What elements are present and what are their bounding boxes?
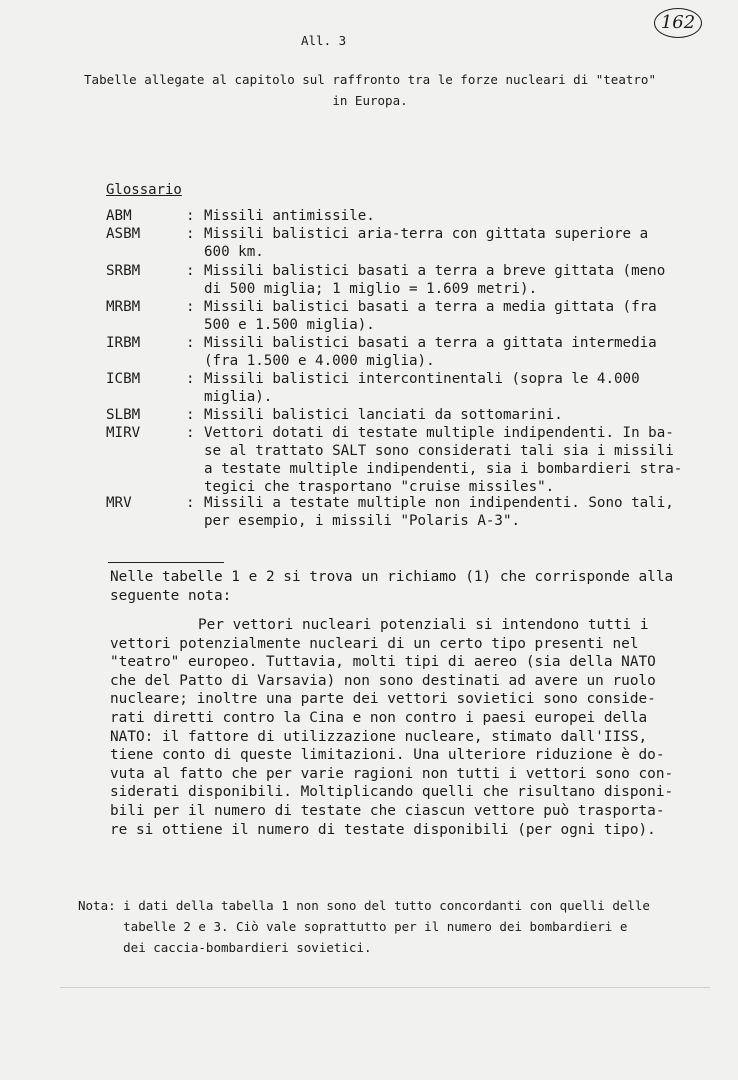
- glossary-definition: [204, 424, 704, 496]
- attachment-label: All. 3: [301, 33, 347, 48]
- definition-line: Missili a testate multiple non indipendenti. Sono tali,: [204, 495, 674, 511]
- glossary-abbr: IRBM: [106, 335, 141, 351]
- note-line: tabelle 2 e 3. Ciò vale soprattutto per il numero dei bombardieri e: [78, 919, 628, 934]
- paragraph-line: "teatro" europeo. Tuttavia, molti tipi di aereo (sia della NATO: [110, 654, 656, 671]
- glossary-abbr: MRBM: [106, 299, 141, 315]
- page-bottom-rule: [60, 987, 710, 988]
- glossary-definition: [204, 494, 704, 530]
- definition-line: 600 km.: [204, 244, 264, 260]
- paragraph-line: re si ottiene il numero di testate disponibili (per ogni tipo).: [110, 821, 656, 838]
- glossary-definition: [204, 406, 704, 424]
- glossary-definition: [204, 207, 704, 225]
- definition-line: Missili balistici basati a terra a gittata intermedia: [204, 335, 657, 351]
- paragraph-line: seguente nota:: [110, 587, 232, 604]
- glossary-abbr: MRV: [106, 495, 132, 511]
- definition-line: Missili balistici intercontinentali (sopra le 4.000: [204, 371, 640, 387]
- glossary-definition: [204, 298, 704, 334]
- definition-line: miglia).: [204, 389, 273, 405]
- paragraph-line: che del Patto di Varsavia) non sono destinati ad avere un ruolo: [110, 672, 656, 689]
- paragraph-line: siderati disponibili. Moltiplicando quelli che risultano disponi-: [110, 784, 674, 801]
- paragraph-line: Nelle tabelle 1 e 2 si trova un richiamo (1) che corrisponde alla: [110, 569, 674, 585]
- paragraph-line: Per vettori nucleari potenziali si intendono tutti i: [198, 617, 649, 633]
- paragraph-line: vuta al fatto che per varie ragioni non tutti i vettori sono con-: [110, 765, 674, 782]
- page-title-line-2: in Europa.: [332, 93, 408, 108]
- glossary-colon: :: [186, 371, 195, 387]
- bottom-note: [78, 895, 650, 958]
- glossary-title: Glossario: [106, 182, 182, 198]
- intro-paragraph: [110, 568, 673, 605]
- definition-line: Missili balistici basati a terra a media gittata (fra: [204, 299, 657, 315]
- footnote-paragraph: [110, 616, 673, 839]
- glossary-colon: :: [186, 226, 195, 242]
- paragraph-line: tiene conto di queste limitazioni. Una ulteriore riduzione è do-: [110, 747, 665, 764]
- definition-line: per esempio, i missili "Polaris A-3".: [204, 513, 521, 529]
- page-number: 162: [654, 8, 702, 38]
- paragraph-line: nucleare; inoltre una parte dei vettori sovietici sono conside-: [110, 691, 656, 708]
- definition-line: di 500 miglia; 1 miglio = 1.609 metri).: [204, 281, 538, 297]
- glossary-colon: :: [186, 299, 195, 315]
- definition-line: Missili antimissile.: [204, 208, 375, 224]
- glossary-colon: :: [186, 263, 195, 279]
- paragraph-line: rati diretti contro la Cina e non contro i paesi europei della: [110, 709, 648, 726]
- glossary-abbr: ABM: [106, 208, 132, 224]
- glossary-abbr: ASBM: [106, 226, 141, 242]
- glossary-abbr: SLBM: [106, 407, 141, 423]
- glossary-definition: [204, 334, 704, 370]
- paragraph-line: bili per il numero di testate che ciascun vettore può trasporta-: [110, 802, 665, 819]
- definition-line: tegici che trasportano "cruise missiles".: [204, 479, 555, 495]
- glossary-colon: :: [186, 335, 195, 351]
- definition-line: (fra 1.500 e 4.000 miglia).: [204, 353, 435, 369]
- paragraph-line: vettori potenzialmente nucleari di un certo tipo presenti nel: [110, 635, 639, 652]
- glossary-abbr: ICBM: [106, 371, 141, 387]
- glossary-definition: [204, 225, 704, 261]
- definition-line: Missili balistici aria-terra con gittata superiore a: [204, 226, 649, 242]
- glossary-colon: :: [186, 407, 195, 423]
- definition-line: a testate multiple indipendenti, sia i bombardieri stra-: [204, 461, 683, 477]
- note-line: dei caccia-bombardieri sovietici.: [78, 940, 372, 955]
- glossary-definition: [204, 262, 704, 298]
- definition-line: Missili balistici basati a terra a breve gittata (meno: [204, 263, 666, 279]
- page-title-line-1: Tabelle allegate al capitolo sul raffronto tra le forze nucleari di "teatro": [84, 72, 656, 87]
- note-line: Nota: i dati della tabella 1 non sono del tutto concordanti con quelli delle: [78, 898, 650, 913]
- glossary-colon: :: [186, 208, 195, 224]
- glossary-abbr: SRBM: [106, 263, 141, 279]
- definition-line: Missili balistici lanciati da sottomarini.: [204, 407, 563, 423]
- definition-line: 500 e 1.500 miglia).: [204, 317, 375, 333]
- glossary-colon: :: [186, 425, 195, 441]
- glossary-colon: :: [186, 495, 195, 511]
- glossary-abbr: MIRV: [106, 425, 141, 441]
- paragraph-line: NATO: il fattore di utilizzazione nucleare, stimato dall'IISS,: [110, 728, 648, 745]
- definition-line: Vettori dotati di testate multiple indipendenti. In ba-: [204, 425, 674, 441]
- definition-line: se al trattato SALT sono considerati tali sia i missili: [204, 443, 674, 459]
- section-divider: [108, 562, 224, 563]
- glossary-definition: [204, 370, 704, 406]
